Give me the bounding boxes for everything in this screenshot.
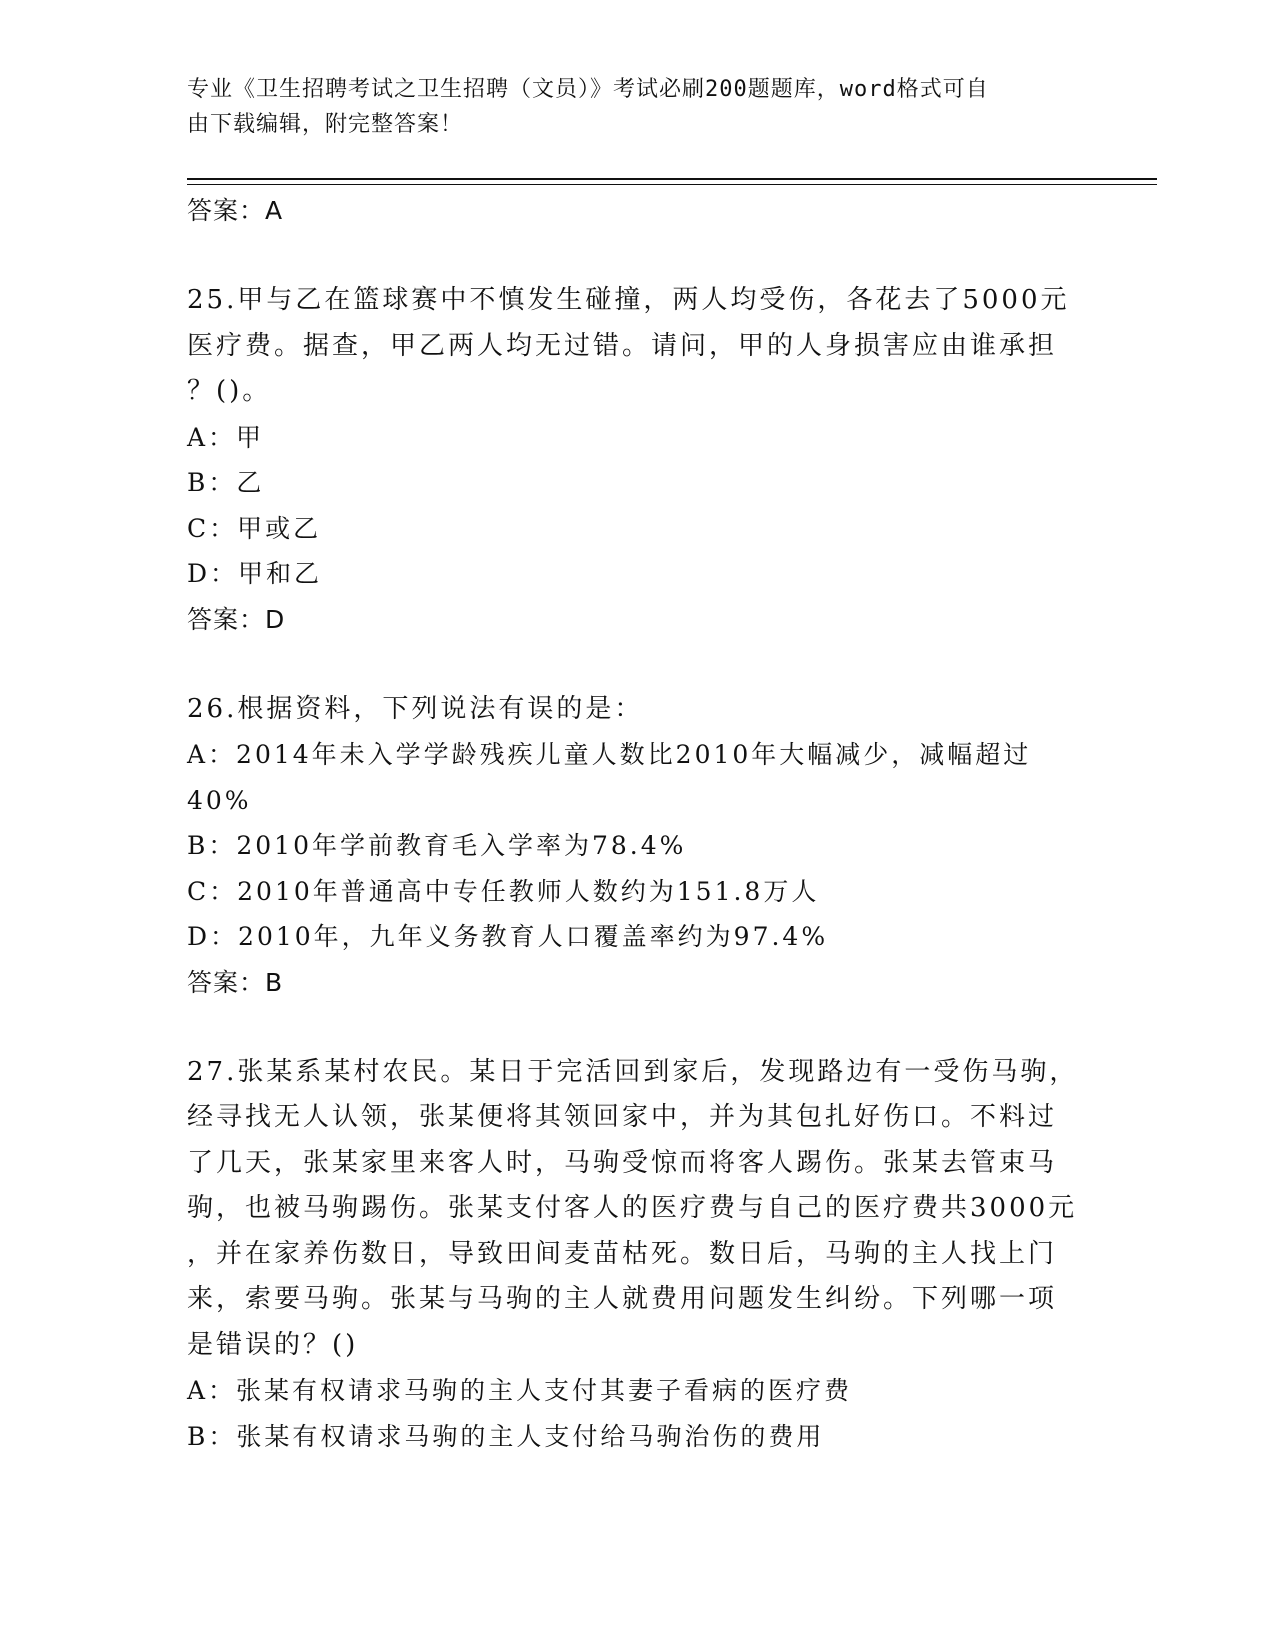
option-d: D：2010年，九年义务教育人口覆盖率约为97.4% <box>187 922 829 951</box>
question-text-line: 25.甲与乙在篮球赛中不慎发生碰撞，两人均受伤，各花去了5000元 <box>187 285 1070 315</box>
spacer <box>187 234 1087 278</box>
option-a: A：2014年未入学学龄残疾儿童人数比2010年大幅减少，减幅超过 <box>187 740 1032 769</box>
question-26 <box>187 687 1087 1006</box>
document-header <box>187 72 1067 142</box>
spacer <box>187 1006 1087 1050</box>
option-d: D：甲和乙 <box>187 559 323 588</box>
question-text-line: ？()。 <box>187 376 272 406</box>
question-text-line: 是错误的？() <box>187 1329 359 1360</box>
option-a: A：甲 <box>187 422 265 452</box>
option-a-continued: 40% <box>187 785 252 815</box>
question-text-line: 经寻找无人认领，张某便将其领回家中，并为其包扎好伤口。不料过 <box>187 1102 1058 1132</box>
question-text-line: 26.根据资料，下列说法有误的是： <box>187 693 644 724</box>
document-body <box>187 188 1087 1459</box>
option-c: C：甲或乙 <box>187 513 322 543</box>
header-line-2: 由下载编辑，附完整答案！ <box>187 112 464 137</box>
option-a: A：张某有权请求马驹的主人支付其妻子看病的医疗费 <box>187 1376 853 1405</box>
question-text-line: 27.张某系某村农民。某日于完活回到家后，发现路边有一受伤马驹， <box>187 1056 1079 1087</box>
question-text-line: 来，索要马驹。张某与马驹的主人就费用问题发生纠纷。下列哪一项 <box>187 1284 1058 1314</box>
spacer <box>187 643 1087 687</box>
question-text-line: 医疗费。据查，甲乙两人均无过错。请问，甲的人身损害应由谁承担 <box>187 330 1058 361</box>
question-25 <box>187 278 1087 643</box>
question-text-line: ，并在家养伤数日，导致田间麦苗枯死。数日后，马驹的主人找上门 <box>187 1238 1058 1269</box>
option-b: B：乙 <box>187 468 265 497</box>
header-line-1: 专业《卫生招聘考试之卫生招聘（文员）》考试必刷200题题库，word格式可自 <box>187 77 989 102</box>
answer-line: 答案：A <box>187 196 284 225</box>
answer-line: 答案：D <box>187 604 286 634</box>
header-rule-thin <box>187 184 1157 185</box>
question-27 <box>187 1050 1087 1460</box>
header-rule-thick <box>187 178 1157 180</box>
question-text-line: 驹，也被马驹踢伤。张某支付客人的医疗费与自己的医疗费共3000元 <box>187 1193 1078 1223</box>
option-b: B：张某有权请求马驹的主人支付给马驹治伤的费用 <box>187 1421 825 1451</box>
answer-line: 答案：B <box>187 967 284 997</box>
question-text-line: 了几天，张某家里来客人时，马驹受惊而将客人踢伤。张某去管束马 <box>187 1147 1058 1178</box>
option-c: C：2010年普通高中专任教师人数约为151.8万人 <box>187 876 820 906</box>
option-b: B：2010年学前教育毛入学率为78.4% <box>187 831 687 860</box>
